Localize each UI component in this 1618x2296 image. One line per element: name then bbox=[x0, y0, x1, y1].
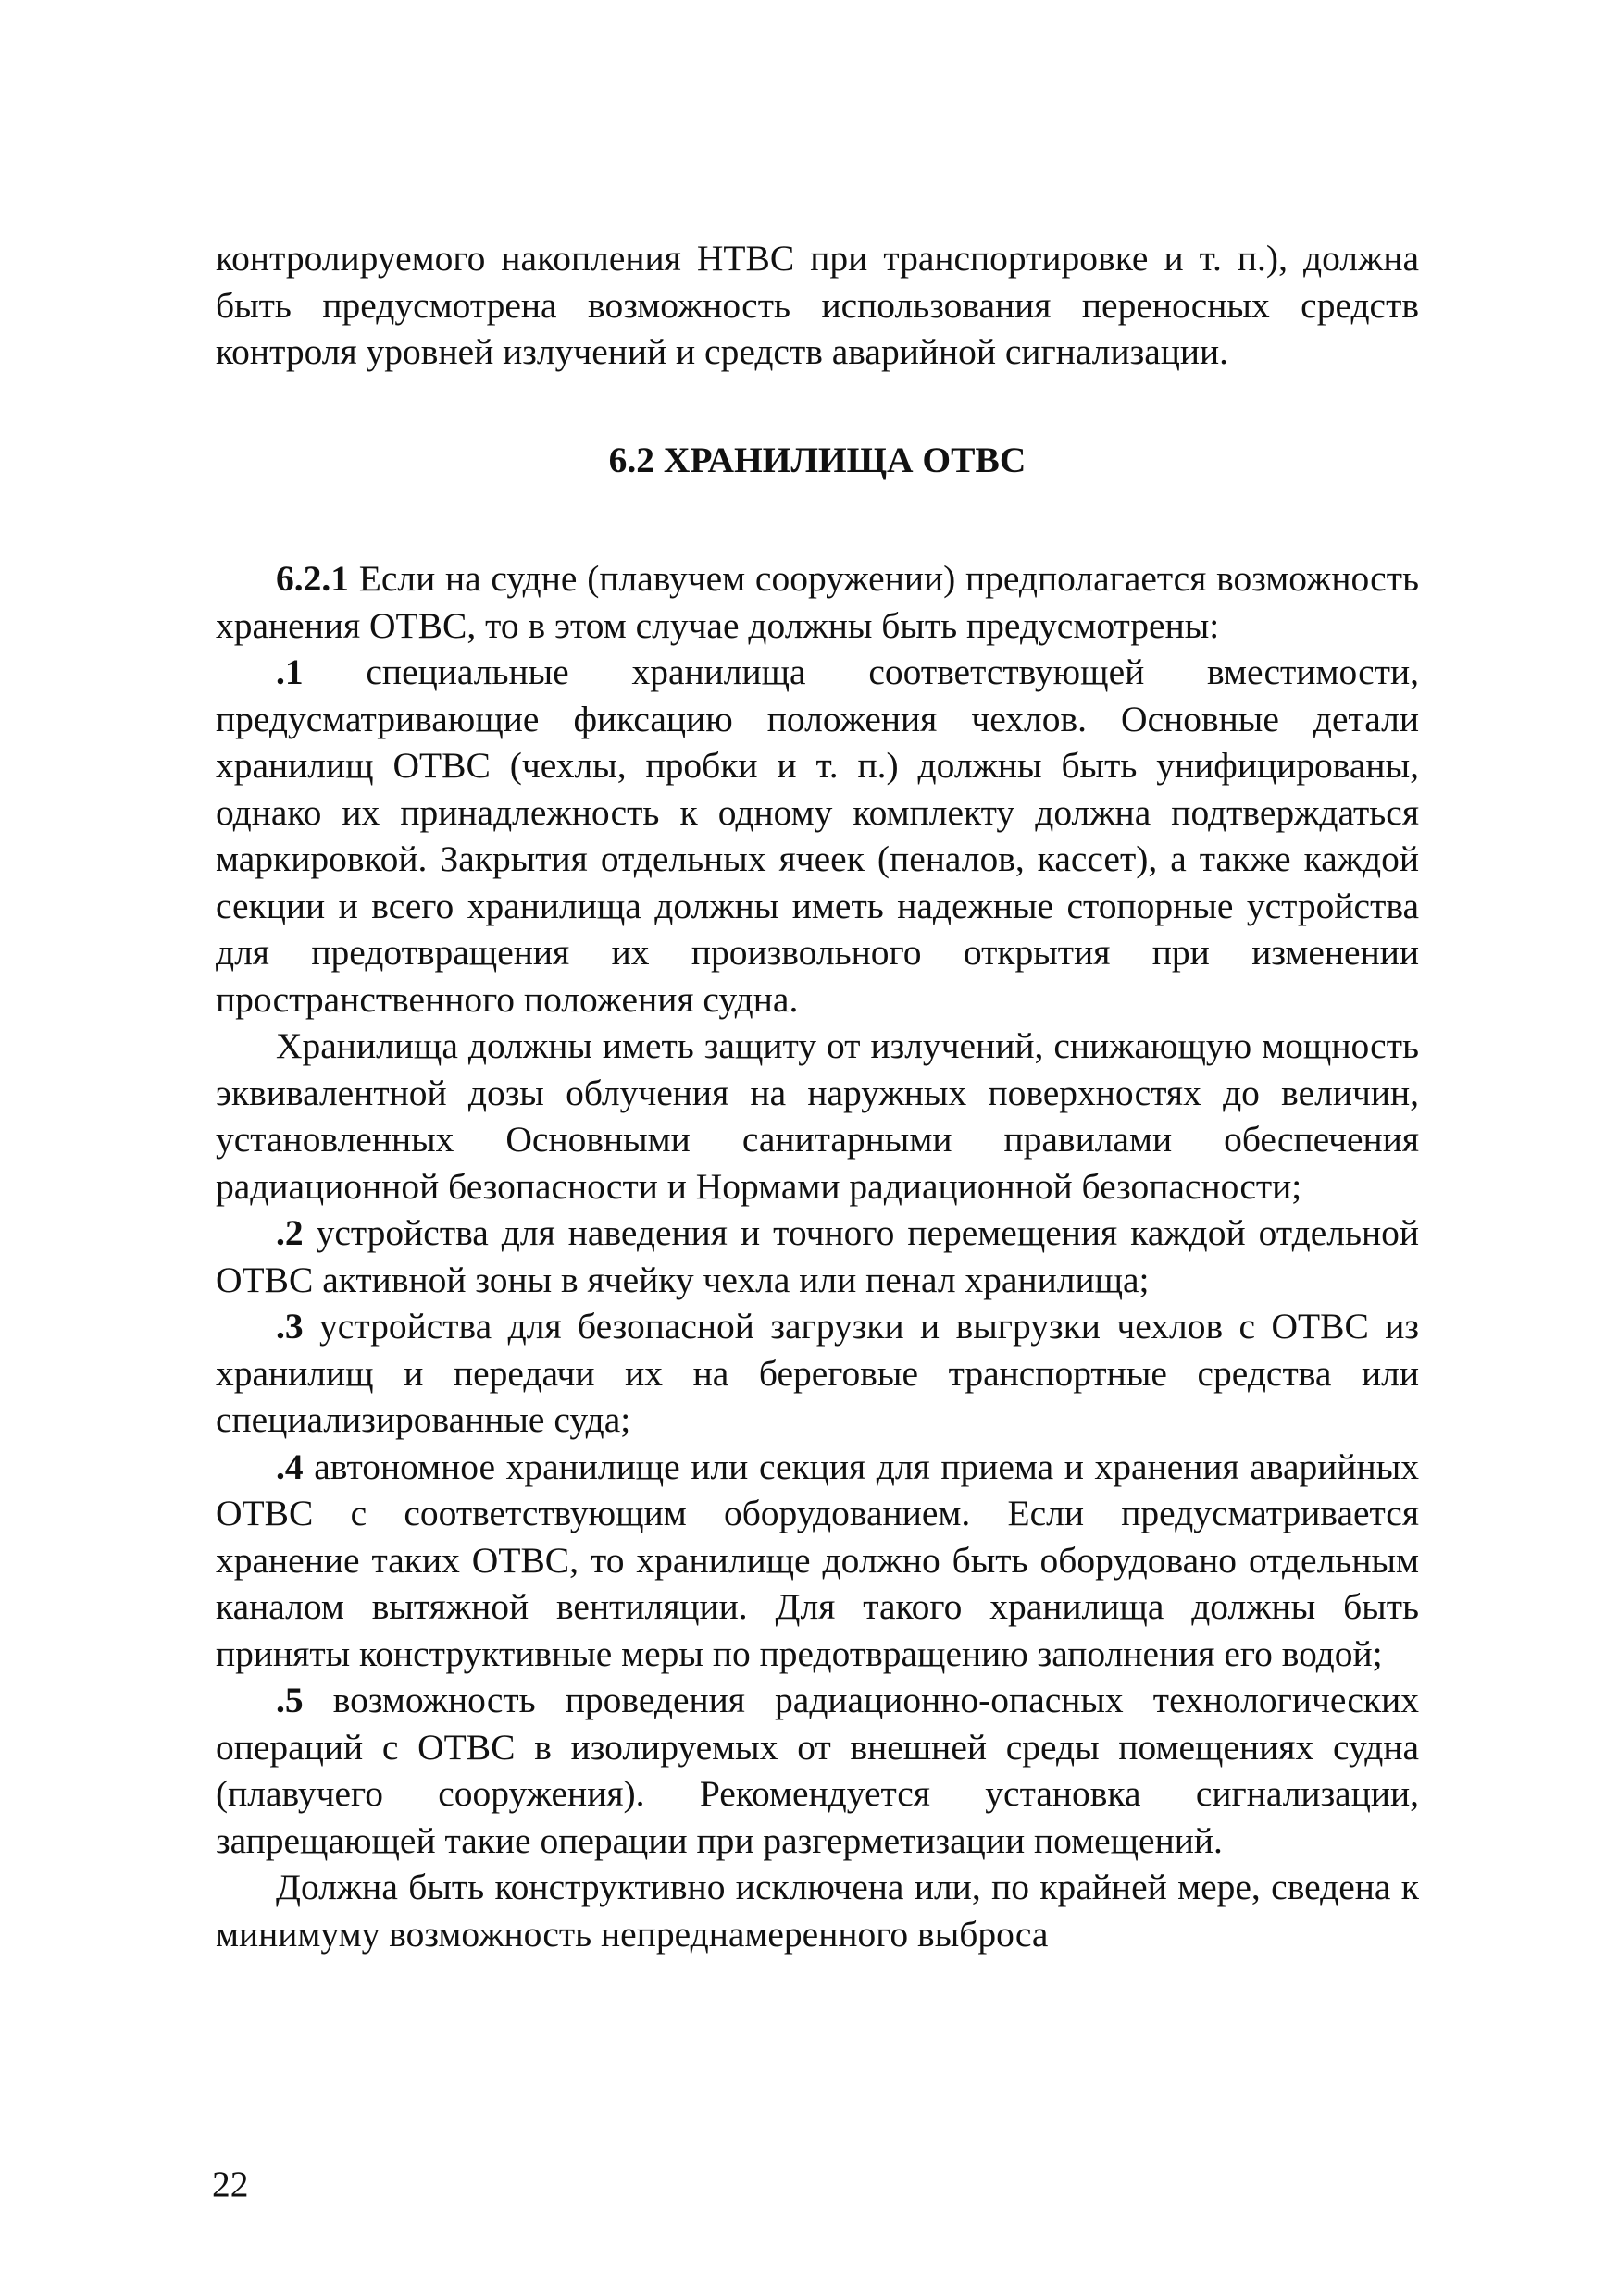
section-body bbox=[216, 555, 1419, 1957]
list-item-marker: .2 bbox=[276, 1212, 304, 1253]
intro-paragraph bbox=[216, 235, 1419, 376]
list-item-2 bbox=[216, 1210, 1419, 1303]
intro-text: контролируемого накопления НТВС при транспортировке и т. п.), должна быть предусмотрена возможность использования переносных средств контроля уровней излучений и средств аварийной сигнализации. bbox=[216, 238, 1419, 372]
list-item-marker: .1 bbox=[276, 652, 304, 692]
page-number: 22 bbox=[212, 2164, 249, 2204]
clause-text: Если на судне (плавучем сооружении) предполагается возможность хранения ОТВС, то в этом случае должны быть предусмотрены: bbox=[216, 558, 1419, 646]
list-item-text: автономное хранилище или секция для приема и хранения аварийных ОТВС с соответствующим оборудованием. Если предусматривается хранение таких ОТВС, то хранилище должно быть оборудовано отдельным каналом вытяжной вентиляции. Для такого хранилища должны быть приняты конструктивные меры по предотвращению заполнения его водой; bbox=[216, 1446, 1419, 1674]
list-item-1 bbox=[216, 649, 1419, 1023]
list-item-5 bbox=[216, 1677, 1419, 1864]
list-item-text: возможность проведения радиационно-опасных технологических операций с ОТВС в изолируемых от внешней среды помещениях судна (плавучего сооружения). Рекомендуется установка сигнализации, запрещающей такие операции при разгерметизации помещений. bbox=[216, 1680, 1419, 1861]
list-item-marker: .3 bbox=[276, 1306, 304, 1347]
list-item-text: устройства для наведения и точного перемещения каждой отдельной ОТВС активной зоны в ячейку чехла или пенал хранилища; bbox=[216, 1212, 1419, 1300]
list-item-3 bbox=[216, 1303, 1419, 1444]
shielding-paragraph: Хранилища должны иметь защиту от излучений, снижающую мощность эквивалентной дозы облучения на наружных поверхностях до величин, установленных Основными санитарными правилами обеспечения радиационной безопасности и Нормами радиационной безопасности; bbox=[216, 1025, 1419, 1207]
list-item-text: специальные хранилища соответствующей вместимости, предусматривающие фиксацию положения чехлов. Основные детали хранилищ ОТВС (чехлы, пробки и т. п.) должны быть унифицированы, однако их принадлежность к одному комплекту должна подтверждаться маркировкой. Закрытия отдельных ячеек (пеналов, кассет), а также каждой секции и всего хранилища должны иметь надежные стопорные устройства для предотвращения их произвольного открытия при изменении пространственного положения судна. bbox=[216, 652, 1419, 1020]
clause-6-2-1 bbox=[216, 555, 1419, 649]
list-item-text: устройства для безопасной загрузки и выгрузки чехлов с ОТВС из хранилищ и передачи их на береговые транспортные средства или специализированные суда; bbox=[216, 1306, 1419, 1440]
clause-number: 6.2.1 bbox=[276, 558, 349, 599]
section-heading: 6.2 ХРАНИЛИЩА ОТВС bbox=[608, 440, 1027, 480]
list-item-marker: .4 bbox=[276, 1446, 304, 1487]
final-paragraph: Должна быть конструктивно исключена или, по крайней мере, сведена к минимуму возможность непреднамеренного выброса bbox=[216, 1867, 1419, 1955]
list-item-4 bbox=[216, 1444, 1419, 1678]
list-item-marker: .5 bbox=[276, 1680, 304, 1720]
